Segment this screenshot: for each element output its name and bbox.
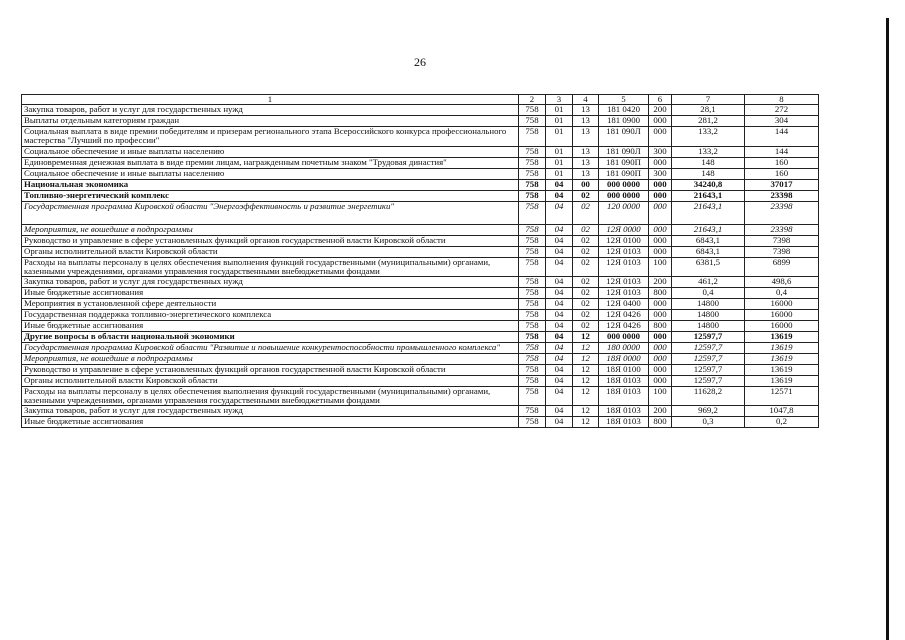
table-row xyxy=(22,387,819,406)
subsection-cell: 13 xyxy=(573,127,599,146)
admin-code-cell: 758 xyxy=(519,376,546,387)
target-article-cell: 18Я 0103 xyxy=(599,387,649,406)
row-name-cell: Социальное обеспечение и иные выплаты населению xyxy=(22,146,519,157)
target-article-cell: 18Я 0100 xyxy=(599,365,649,376)
row-name-cell: Государственная программа Кировской области "Энергоэффективность и развитие энергетики" xyxy=(22,201,519,224)
target-article-cell: 18Я 0000 xyxy=(599,354,649,365)
target-article-cell: 120 0000 xyxy=(599,201,649,224)
expense-type-cell: 000 xyxy=(649,179,672,190)
row-name-cell: Социальная выплата в виде премии победителям и призерам регионального этапа Всероссийского конкурса профессионального мастерства "Лучший по профессии" xyxy=(22,127,519,146)
admin-code-cell: 758 xyxy=(519,168,546,179)
expense-type-cell: 300 xyxy=(649,168,672,179)
expense-type-cell: 000 xyxy=(649,332,672,343)
subsection-cell: 00 xyxy=(573,179,599,190)
table-row xyxy=(22,246,819,257)
expense-type-cell: 200 xyxy=(649,277,672,288)
table-row xyxy=(22,321,819,332)
section-cell: 04 xyxy=(546,235,573,246)
section-cell: 04 xyxy=(546,277,573,288)
sum-2016-cell: 16000 xyxy=(745,299,819,310)
sum-2015-cell: 148 xyxy=(672,157,745,168)
subsection-cell: 02 xyxy=(573,299,599,310)
sum-2016-cell: 37017 xyxy=(745,179,819,190)
table-row xyxy=(22,157,819,168)
table-row xyxy=(22,168,819,179)
section-cell: 01 xyxy=(546,127,573,146)
header-cell: 7 xyxy=(672,95,745,105)
subsection-cell: 12 xyxy=(573,343,599,354)
row-name-cell: Иные бюджетные ассигнования xyxy=(22,321,519,332)
row-name-cell: Другие вопросы в области национальной экономики xyxy=(22,332,519,343)
expense-type-cell: 000 xyxy=(649,190,672,201)
subsection-cell: 02 xyxy=(573,288,599,299)
table-row xyxy=(22,332,819,343)
section-cell: 01 xyxy=(546,105,573,116)
target-article-cell: 12Я 0103 xyxy=(599,288,649,299)
target-article-cell: 000 0000 xyxy=(599,190,649,201)
row-name-cell: Мероприятия, не вошедшие в подпрограммы xyxy=(22,224,519,235)
row-name-cell: Топливно-энергетический комплекс xyxy=(22,190,519,201)
admin-code-cell: 758 xyxy=(519,310,546,321)
section-cell: 04 xyxy=(546,288,573,299)
sum-2015-cell: 133,2 xyxy=(672,146,745,157)
admin-code-cell: 758 xyxy=(519,105,546,116)
table-row xyxy=(22,288,819,299)
row-name-cell: Социальное обеспечение и иные выплаты населению xyxy=(22,168,519,179)
header-cell: 4 xyxy=(573,95,599,105)
expense-type-cell: 000 xyxy=(649,157,672,168)
table-row xyxy=(22,235,819,246)
section-cell: 04 xyxy=(546,179,573,190)
section-cell: 04 xyxy=(546,190,573,201)
expense-type-cell: 000 xyxy=(649,365,672,376)
sum-2016-cell: 160 xyxy=(745,168,819,179)
expense-type-cell: 000 xyxy=(649,116,672,127)
table-row xyxy=(22,190,819,201)
sum-2016-cell: 23398 xyxy=(745,224,819,235)
section-cell: 01 xyxy=(546,168,573,179)
target-article-cell: 12Я 0426 xyxy=(599,310,649,321)
row-name-cell: Руководство и управление в сфере установленных функций органов государственной власти Кировской области xyxy=(22,365,519,376)
row-name-cell: Государственная программа Кировской области "Развитие и повышение конкурентоспособности промышленного комплекса" xyxy=(22,343,519,354)
admin-code-cell: 758 xyxy=(519,224,546,235)
subsection-cell: 13 xyxy=(573,146,599,157)
section-cell: 04 xyxy=(546,201,573,224)
sum-2016-cell: 6899 xyxy=(745,257,819,276)
subsection-cell: 12 xyxy=(573,332,599,343)
row-name-cell: Органы исполнительной власти Кировской области xyxy=(22,376,519,387)
target-article-cell: 000 0000 xyxy=(599,179,649,190)
sum-2015-cell: 21643,1 xyxy=(672,190,745,201)
expense-type-cell: 000 xyxy=(649,224,672,235)
sum-2015-cell: 12597,7 xyxy=(672,376,745,387)
row-name-cell: Закупка товаров, работ и услуг для государственных нужд xyxy=(22,105,519,116)
subsection-cell: 12 xyxy=(573,387,599,406)
section-cell: 04 xyxy=(546,332,573,343)
target-article-cell: 18Я 0103 xyxy=(599,376,649,387)
row-name-cell: Закупка товаров, работ и услуг для государственных нужд xyxy=(22,277,519,288)
table-row xyxy=(22,310,819,321)
sum-2015-cell: 12597,7 xyxy=(672,343,745,354)
admin-code-cell: 758 xyxy=(519,417,546,428)
subsection-cell: 02 xyxy=(573,321,599,332)
sum-2015-cell: 6843,1 xyxy=(672,235,745,246)
sum-2015-cell: 28,1 xyxy=(672,105,745,116)
section-cell: 04 xyxy=(546,376,573,387)
section-cell: 04 xyxy=(546,246,573,257)
sum-2016-cell: 272 xyxy=(745,105,819,116)
admin-code-cell: 758 xyxy=(519,179,546,190)
sum-2015-cell: 461,2 xyxy=(672,277,745,288)
admin-code-cell: 758 xyxy=(519,354,546,365)
target-article-cell: 12Я 0103 xyxy=(599,246,649,257)
expense-type-cell: 800 xyxy=(649,288,672,299)
target-article-cell: 12Я 0100 xyxy=(599,235,649,246)
admin-code-cell: 758 xyxy=(519,157,546,168)
sum-2016-cell: 23398 xyxy=(745,190,819,201)
subsection-cell: 12 xyxy=(573,365,599,376)
sum-2015-cell: 14800 xyxy=(672,299,745,310)
admin-code-cell: 758 xyxy=(519,365,546,376)
sum-2015-cell: 34240,8 xyxy=(672,179,745,190)
row-name-cell: Мероприятия, не вошедшие в подпрограммы xyxy=(22,354,519,365)
expense-type-cell: 300 xyxy=(649,146,672,157)
section-cell: 04 xyxy=(546,224,573,235)
section-cell: 01 xyxy=(546,116,573,127)
sum-2016-cell: 23398 xyxy=(745,201,819,224)
table-row xyxy=(22,417,819,428)
admin-code-cell: 758 xyxy=(519,201,546,224)
row-name-cell: Выплаты отдельным категориям граждан xyxy=(22,116,519,127)
header-cell: 6 xyxy=(649,95,672,105)
table-row xyxy=(22,127,819,146)
table-row xyxy=(22,201,819,224)
subsection-cell: 02 xyxy=(573,235,599,246)
expense-type-cell: 000 xyxy=(649,246,672,257)
sum-2016-cell: 1047,8 xyxy=(745,406,819,417)
sum-2016-cell: 144 xyxy=(745,127,819,146)
target-article-cell: 180 0000 xyxy=(599,343,649,354)
sum-2016-cell: 7398 xyxy=(745,235,819,246)
sum-2015-cell: 14800 xyxy=(672,321,745,332)
section-cell: 04 xyxy=(546,299,573,310)
row-name-cell: Расходы на выплаты персоналу в целях обеспечения выполнения функций государственными (муниципальными) органами, казенными учреждениями, органами управления государственными внебюджетными фондами xyxy=(22,387,519,406)
target-article-cell: 181 0900 xyxy=(599,116,649,127)
sum-2015-cell: 12597,7 xyxy=(672,365,745,376)
admin-code-cell: 758 xyxy=(519,190,546,201)
sum-2015-cell: 6843,1 xyxy=(672,246,745,257)
admin-code-cell: 758 xyxy=(519,343,546,354)
expense-type-cell: 000 xyxy=(649,343,672,354)
subsection-cell: 12 xyxy=(573,417,599,428)
target-article-cell: 000 0000 xyxy=(599,332,649,343)
sum-2016-cell: 12571 xyxy=(745,387,819,406)
sum-2016-cell: 13619 xyxy=(745,343,819,354)
sum-2016-cell: 16000 xyxy=(745,310,819,321)
target-article-cell: 181 090П xyxy=(599,168,649,179)
row-name-cell: Органы исполнительной власти Кировской области xyxy=(22,246,519,257)
sum-2015-cell: 281,2 xyxy=(672,116,745,127)
sum-2015-cell: 12597,7 xyxy=(672,354,745,365)
expense-type-cell: 000 xyxy=(649,127,672,146)
section-cell: 04 xyxy=(546,310,573,321)
header-cell: 8 xyxy=(745,95,819,105)
subsection-cell: 02 xyxy=(573,257,599,276)
target-article-cell: 181 090П xyxy=(599,157,649,168)
sum-2016-cell: 13619 xyxy=(745,376,819,387)
header-row xyxy=(22,95,819,105)
table-row xyxy=(22,179,819,190)
target-article-cell: 12Я 0400 xyxy=(599,299,649,310)
header-cell: 5 xyxy=(599,95,649,105)
header-cell: 2 xyxy=(519,95,546,105)
row-name-cell: Иные бюджетные ассигнования xyxy=(22,417,519,428)
sum-2015-cell: 14800 xyxy=(672,310,745,321)
subsection-cell: 13 xyxy=(573,105,599,116)
sum-2015-cell: 6381,5 xyxy=(672,257,745,276)
admin-code-cell: 758 xyxy=(519,406,546,417)
budget-table xyxy=(21,94,819,428)
section-cell: 04 xyxy=(546,321,573,332)
target-article-cell: 12Я 0103 xyxy=(599,257,649,276)
admin-code-cell: 758 xyxy=(519,257,546,276)
section-cell: 01 xyxy=(546,146,573,157)
expense-type-cell: 000 xyxy=(649,201,672,224)
sum-2016-cell: 0,4 xyxy=(745,288,819,299)
sum-2015-cell: 133,2 xyxy=(672,127,745,146)
sum-2015-cell: 12597,7 xyxy=(672,332,745,343)
subsection-cell: 13 xyxy=(573,168,599,179)
table-row xyxy=(22,376,819,387)
admin-code-cell: 758 xyxy=(519,235,546,246)
subsection-cell: 02 xyxy=(573,224,599,235)
table-row xyxy=(22,365,819,376)
table-row xyxy=(22,406,819,417)
expense-type-cell: 000 xyxy=(649,299,672,310)
expense-type-cell: 100 xyxy=(649,257,672,276)
section-cell: 04 xyxy=(546,387,573,406)
section-cell: 04 xyxy=(546,417,573,428)
table-row xyxy=(22,354,819,365)
table-row xyxy=(22,343,819,354)
expense-type-cell: 000 xyxy=(649,354,672,365)
section-cell: 04 xyxy=(546,257,573,276)
subsection-cell: 02 xyxy=(573,277,599,288)
expense-type-cell: 000 xyxy=(649,235,672,246)
admin-code-cell: 758 xyxy=(519,277,546,288)
subsection-cell: 02 xyxy=(573,310,599,321)
expense-type-cell: 000 xyxy=(649,310,672,321)
expense-type-cell: 200 xyxy=(649,406,672,417)
sum-2016-cell: 13619 xyxy=(745,332,819,343)
subsection-cell: 02 xyxy=(573,201,599,224)
expense-type-cell: 100 xyxy=(649,387,672,406)
target-article-cell: 12Я 0426 xyxy=(599,321,649,332)
table-row xyxy=(22,105,819,116)
sum-2015-cell: 148 xyxy=(672,168,745,179)
sum-2016-cell: 13619 xyxy=(745,354,819,365)
section-cell: 04 xyxy=(546,354,573,365)
expense-type-cell: 800 xyxy=(649,417,672,428)
subsection-cell: 12 xyxy=(573,406,599,417)
sum-2015-cell: 969,2 xyxy=(672,406,745,417)
target-article-cell: 181 0420 xyxy=(599,105,649,116)
admin-code-cell: 758 xyxy=(519,288,546,299)
page-number: 26 xyxy=(414,55,426,69)
sum-2015-cell: 11628,2 xyxy=(672,387,745,406)
sum-2015-cell: 21643,1 xyxy=(672,201,745,224)
admin-code-cell: 758 xyxy=(519,246,546,257)
sum-2015-cell: 0,3 xyxy=(672,417,745,428)
row-name-cell: Мероприятия в установленной сфере деятельности xyxy=(22,299,519,310)
sum-2016-cell: 160 xyxy=(745,157,819,168)
section-cell: 04 xyxy=(546,343,573,354)
sum-2016-cell: 304 xyxy=(745,116,819,127)
section-cell: 01 xyxy=(546,157,573,168)
sum-2016-cell: 498,6 xyxy=(745,277,819,288)
table-row xyxy=(22,146,819,157)
target-article-cell: 18Я 0103 xyxy=(599,406,649,417)
subsection-cell: 02 xyxy=(573,246,599,257)
admin-code-cell: 758 xyxy=(519,332,546,343)
admin-code-cell: 758 xyxy=(519,116,546,127)
scan-edge-line xyxy=(886,18,889,640)
header-cell: 3 xyxy=(546,95,573,105)
admin-code-cell: 758 xyxy=(519,387,546,406)
admin-code-cell: 758 xyxy=(519,299,546,310)
row-name-cell: Руководство и управление в сфере установленных функций органов государственной власти Кировской области xyxy=(22,235,519,246)
table-row xyxy=(22,299,819,310)
target-article-cell: 12Я 0103 xyxy=(599,277,649,288)
subsection-cell: 12 xyxy=(573,376,599,387)
sum-2015-cell: 0,4 xyxy=(672,288,745,299)
row-name-cell: Единовременная денежная выплата в виде премии лицам, награжденным почетным знаком "Трудовая династия" xyxy=(22,157,519,168)
subsection-cell: 12 xyxy=(573,354,599,365)
target-article-cell: 18Я 0103 xyxy=(599,417,649,428)
row-name-cell: Иные бюджетные ассигнования xyxy=(22,288,519,299)
target-article-cell: 181 090Л xyxy=(599,146,649,157)
section-cell: 04 xyxy=(546,365,573,376)
target-article-cell: 12Я 0000 xyxy=(599,224,649,235)
target-article-cell: 181 090Л xyxy=(599,127,649,146)
table-row xyxy=(22,116,819,127)
table-row xyxy=(22,224,819,235)
subsection-cell: 02 xyxy=(573,190,599,201)
expense-type-cell: 200 xyxy=(649,105,672,116)
sum-2016-cell: 16000 xyxy=(745,321,819,332)
table-row xyxy=(22,257,819,276)
row-name-cell: Закупка товаров, работ и услуг для государственных нужд xyxy=(22,406,519,417)
expense-type-cell: 800 xyxy=(649,321,672,332)
admin-code-cell: 758 xyxy=(519,146,546,157)
section-cell: 04 xyxy=(546,406,573,417)
sum-2016-cell: 144 xyxy=(745,146,819,157)
sum-2015-cell: 21643,1 xyxy=(672,224,745,235)
sum-2016-cell: 0,2 xyxy=(745,417,819,428)
table-row xyxy=(22,277,819,288)
row-name-cell: Государственная поддержка топливно-энергетического комплекса xyxy=(22,310,519,321)
header-cell: 1 xyxy=(22,95,519,105)
sum-2016-cell: 7398 xyxy=(745,246,819,257)
expense-type-cell: 000 xyxy=(649,376,672,387)
admin-code-cell: 758 xyxy=(519,321,546,332)
row-name-cell: Расходы на выплаты персоналу в целях обеспечения выполнения функций государственными (муниципальными) органами, казенными учреждениями, органами управления государственными внебюджетными фондами xyxy=(22,257,519,276)
row-name-cell: Национальная экономика xyxy=(22,179,519,190)
sum-2016-cell: 13619 xyxy=(745,365,819,376)
admin-code-cell: 758 xyxy=(519,127,546,146)
subsection-cell: 13 xyxy=(573,157,599,168)
subsection-cell: 13 xyxy=(573,116,599,127)
